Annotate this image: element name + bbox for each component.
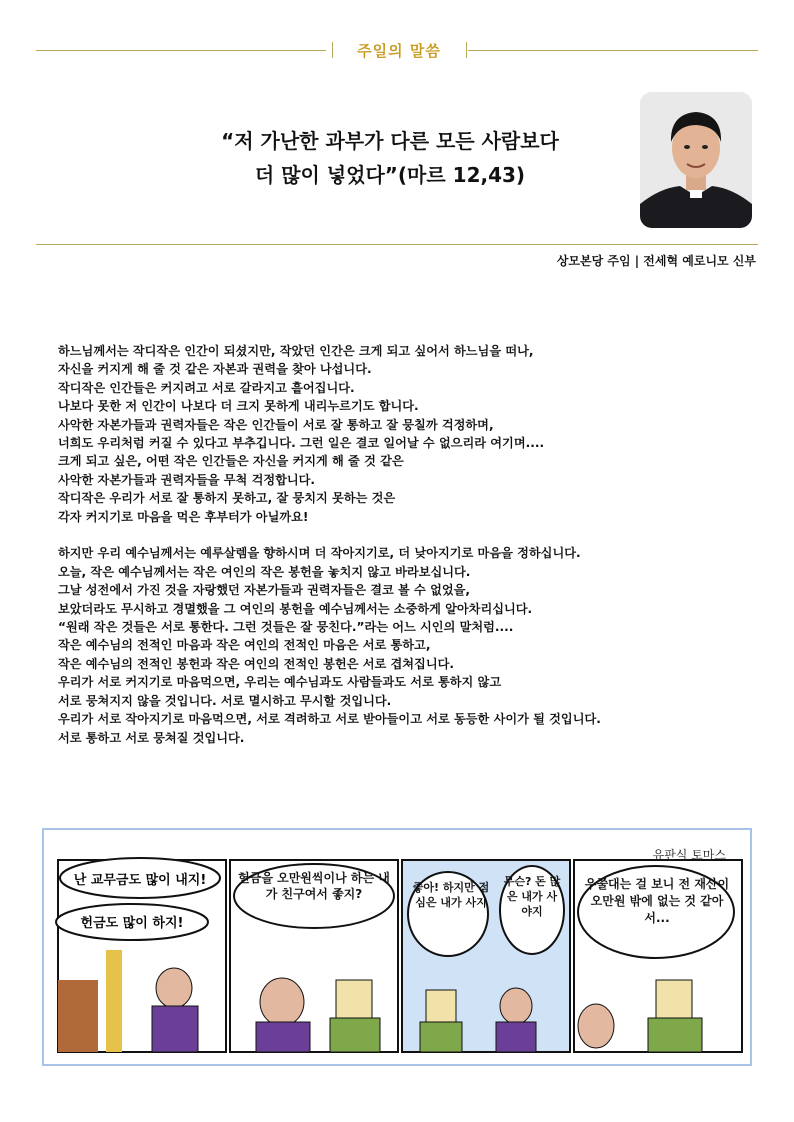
text-line: 작디작은 인간들은 커지려고 서로 갈라지고 흩어집니다. — [58, 380, 355, 395]
character-green — [330, 1018, 380, 1052]
header-rule-left — [36, 50, 326, 51]
header-tick-right — [466, 42, 467, 58]
panel-1-bubble-2: 헌금도 많이 하지! — [80, 916, 184, 931]
panel-1-bubble-1: 난 교무금도 많이 내지! — [73, 873, 207, 888]
text-line: 작은 예수님의 전적인 마음과 작은 여인의 전적인 마음은 서로 통하고, — [58, 638, 431, 653]
paragraph-1 — [58, 342, 748, 526]
header-rule-right — [468, 50, 758, 51]
text-line: 우리가 서로 커지기로 마음먹으면, 우리는 예수님과도 사람들과도 서로 통하지 않고 — [58, 675, 502, 690]
text-line: 서로 뭉쳐지지 않을 것입니다. 서로 멸시하고 무시할 것입니다. — [58, 693, 392, 708]
text-line: 그날 성전에서 가진 것을 자랑했던 자본가들과 권력자들은 결코 볼 수 없었을, — [58, 583, 471, 598]
text-line: 오늘, 작은 예수님께서는 작은 여인의 작은 봉헌을 놓치지 않고 바라보십니다. — [58, 564, 471, 579]
priest-photo — [640, 92, 752, 228]
text-line: 작은 예수님의 전적인 봉헌과 작은 여인의 전적인 봉헌은 서로 겹쳐집니다. — [58, 656, 455, 671]
panel-4-bubble-1: 우쭐대는 걸 보니 전 재산이 오만원 밖에 없는 것 같아서... — [584, 877, 730, 925]
text-line: 하지만 우리 예수님께서는 예루살렘을 향하시며 더 작아지기로, 더 낮아지기로 마음을 정하십니다. — [58, 546, 581, 561]
scripture-quote — [150, 124, 630, 192]
quote-line-2: 더 많이 넣었다”(마르 12,43) — [254, 163, 526, 187]
portrait-illustration — [640, 92, 752, 228]
church-tower — [106, 950, 122, 1052]
text-line: 사악한 자본가들과 권력자들을 무척 걱정합니다. — [58, 472, 316, 487]
text-line: 하느님께서는 작디작은 인간이 되셨지만, 작았던 인간은 크게 되고 싶어서 하느님을 떠나, — [58, 344, 534, 358]
author-credit: 상모본당 주임 | 전세혁 예로니모 신부 — [556, 254, 756, 268]
text-line: 나보다 못한 저 인간이 나보다 더 크지 못하게 내리누르기도 합니다. — [58, 399, 419, 414]
text-line: 너희도 우리처럼 커질 수 있다고 부추깁니다. 그런 일은 결코 일어날 수 없으리라 여기며.... — [58, 436, 545, 451]
cartoon-credit: 유판식 토마스 — [652, 848, 726, 862]
paragraph-2 — [58, 544, 748, 746]
text-line: “원래 작은 것들은 서로 통한다. 그런 것들은 잘 뭉친다.”라는 어느 시인의 말처럼.... — [58, 620, 514, 635]
text-line: 자신을 커지게 해 줄 것 같은 자본과 권력을 찾아 나섭니다. — [58, 362, 372, 377]
text-line: 크게 되고 싶은, 어떤 작은 인간들은 자신을 커지게 해 줄 것 같은 — [58, 454, 404, 469]
text-line: 사악한 자본가들과 권력자들은 작은 인간들이 서로 잘 통하고 잘 뭉칠까 걱정하며, — [58, 417, 494, 432]
church-building — [58, 980, 98, 1052]
panel-3-bubble-2: 무슨? 돈 많은 내가 사야지 — [503, 875, 561, 918]
homily-body — [58, 342, 748, 765]
panel-3-bubble-1: 좋아! 하지만 점심은 내가 사지 — [412, 881, 490, 909]
panel-2-bubble-1: 헌금을 오만원씩이나 하는 내가 친구여서 좋지? — [238, 871, 390, 901]
cartoon-strip — [42, 828, 752, 1066]
text-line: 각자 커지기로 마음을 먹은 후부터가 아닐까요! — [58, 509, 309, 524]
character-purple — [152, 1006, 198, 1052]
cartoon-panels — [44, 830, 750, 1064]
text-line: 서로 통하고 서로 뭉쳐질 것입니다. — [58, 730, 245, 745]
text-line: 우리가 서로 작아지기로 마음먹으면, 서로 격려하고 서로 받아들이고 서로 동등한 사이가 될 것입니다. — [58, 712, 601, 727]
title-divider — [36, 244, 758, 245]
section-title: 주일의 말씀 — [357, 42, 441, 60]
text-line: 작디작은 우리가 서로 잘 통하지 못하고, 잘 뭉치지 못하는 것은 — [58, 491, 396, 506]
text-line: 보았더라도 무시하고 경멸했을 그 여인의 봉헌을 예수님께서는 소중하게 알아차리십니다. — [58, 601, 533, 616]
quote-line-1: “저 가난한 과부가 다른 모든 사람보다 — [221, 129, 559, 153]
